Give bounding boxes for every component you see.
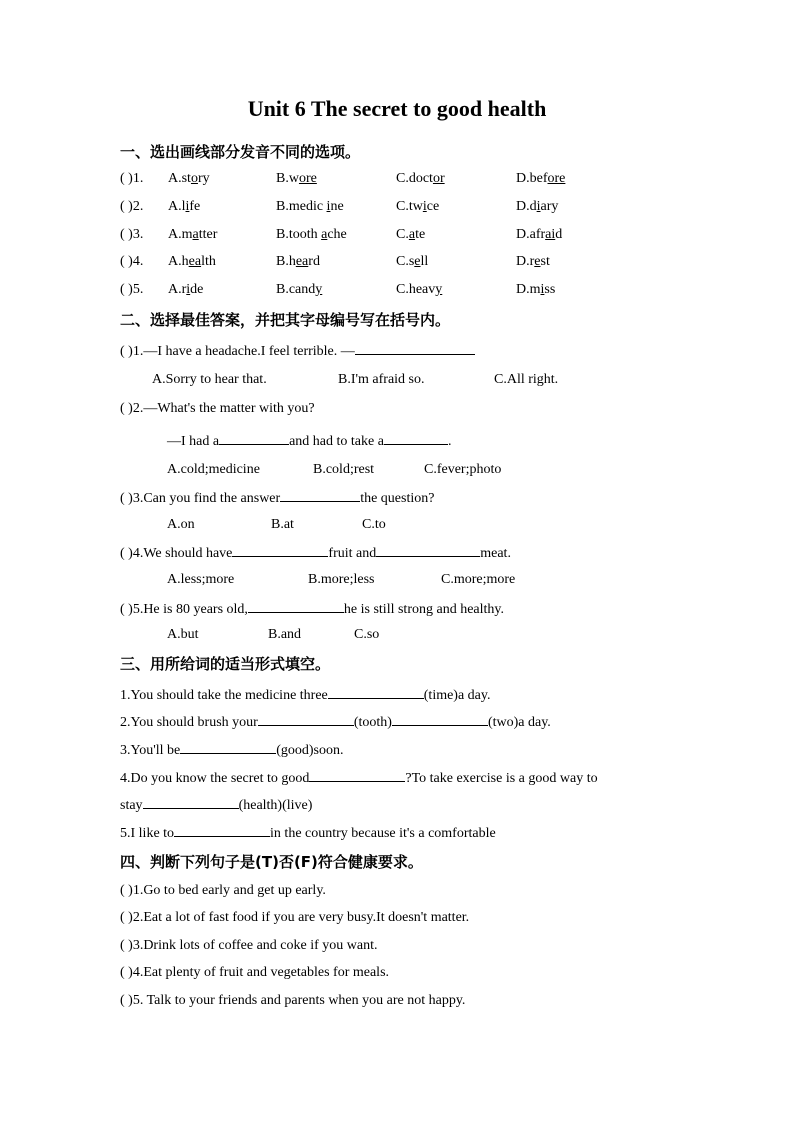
underlined-letters: e [534,254,541,269]
s4-item2: ( )2.Eat a lot of fast food if you are very busy.It doesn't matter. [120,910,470,925]
option-text: C.heav [396,282,436,297]
s2-q1-opt-b: B.I'm afraid so. [338,372,425,387]
option-text: de [190,282,204,297]
s3-item5: 5.I like to in the country because it's a comfortable [120,823,496,843]
option-text: rd [308,254,320,269]
answer-blank[interactable] [309,768,405,782]
option-text: ll [420,254,429,269]
underlined-letters: or [432,171,445,186]
option-text: B.tooth [276,227,322,242]
s2-q3: ( )3.Can you find the answer the question? [120,488,434,508]
option-text: A.st [168,171,191,186]
s2-q4-opt-b: B.more;less [308,572,375,587]
q1-number: ( )1. [120,171,144,186]
underlined-letters: y [315,282,323,297]
option-text: A.h [168,254,189,269]
q4-option-c [396,253,428,271]
underlined-letters: e [414,254,421,269]
q2-number: ( )2. [120,199,144,214]
option-text: C.tw [396,199,423,214]
s3-item2: 2.You should brush your (tooth) (two)a day. [120,712,551,732]
option-text: A.l [168,199,186,214]
s2-q4-opt-c: C.more;more [441,572,516,587]
q5-number: ( )5. [120,282,144,297]
q1-option-a [168,170,210,188]
s4-item1: ( )1.Go to bed early and get up early. [120,883,326,898]
option-text: ss [544,282,556,297]
option-text: fe [189,199,201,214]
q4-number: ( )4. [120,254,144,269]
underlined-letters: a [192,227,199,242]
q3-option-a [168,226,217,244]
s3-item3: 3.You'll be (good)soon. [120,740,344,760]
section3-heading: 三、用所给词的适当形式填空。 [120,655,331,673]
s2-q5-opt-c: C.so [354,627,380,642]
option-text: C.s [396,254,415,269]
option-text: B.h [276,254,296,269]
answer-blank[interactable] [258,712,354,726]
section1-heading: 一、选出画线部分发音不同的选项。 [120,143,361,161]
option-text: D.d [516,199,537,214]
q4-option-b [276,253,320,271]
s2-q4: ( )4.We should have fruit and meat. [120,543,511,563]
option-text: C.doct [396,171,433,186]
q3-option-b [276,226,347,244]
answer-blank[interactable] [143,795,239,809]
s2-q1-opt-c: C.All right. [494,372,559,387]
option-text: tter [198,227,218,242]
q3-option-d [516,226,562,244]
q5-option-b [276,281,322,299]
underlined-letters: i [422,199,427,214]
option-text: D.afr [516,227,546,242]
s2-q1-opt-a: A.Sorry to hear that. [152,372,267,387]
option-text: B.medic [276,199,327,214]
s2-q5: ( )5.He is 80 years old, he is still strong and healthy. [120,599,504,619]
q2-option-a [168,198,200,216]
answer-blank[interactable] [219,431,289,445]
option-text: B.w [276,171,299,186]
answer-blank[interactable] [180,740,276,754]
option-text: lth [201,254,216,269]
option-text: ry [197,171,210,186]
option-text: D.r [516,254,535,269]
option-text: D.bef [516,171,548,186]
underlined-letters: i [540,282,545,297]
q4-option-a [168,253,216,271]
s2-q4-opt-a: A.less;more [167,572,235,587]
s2-q2-opt-c: C.fever;photo [424,462,502,477]
underlined-letters: i [326,199,331,214]
answer-blank[interactable] [174,823,270,837]
option-text: A.m [168,227,193,242]
q3-option-c [396,226,425,244]
page-title: Unit 6 The secret to good health [247,96,547,121]
underlined-letters: y [435,282,443,297]
q2-option-d [516,198,558,216]
q2-option-c [396,198,439,216]
s3-item4-cont: stay (health)(live) [120,795,312,815]
option-text: B.cand [276,282,316,297]
q5-option-c [396,281,442,299]
option-text: D.m [516,282,541,297]
s2-q3-opt-c: C.to [362,517,386,532]
option-text: st [540,254,550,269]
underlined-letters: i [185,199,190,214]
underlined-letters: o [190,171,198,186]
underlined-letters: i [536,199,541,214]
option-text: che [327,227,347,242]
underlined-letters: a [408,227,416,242]
q5-option-a [168,281,203,299]
answer-blank[interactable] [384,431,448,445]
s4-item4: ( )4.Eat plenty of fruit and vegetables for meals. [120,965,390,980]
s3-item1: 1.You should take the medicine three (time)a day. [120,685,491,705]
s2-q3-opt-a: A.on [167,517,195,532]
s2-q2: ( )2.—What's the matter with you? [120,401,315,416]
answer-blank[interactable] [248,599,344,613]
answer-blank[interactable] [280,488,360,502]
section2-heading: 二、选择最佳答案，并把其字母编号写在括号内。 [120,311,451,329]
q1-option-b [276,170,317,188]
option-text: A.r [168,282,187,297]
s2-q5-opt-a: A.but [167,627,199,642]
q1-option-c [396,170,445,188]
underlined-letters: ea [295,254,309,269]
answer-blank[interactable] [392,712,488,726]
s2-q1: ( )1.—I have a headache.I feel terrible. — [120,341,475,361]
option-text: ary [540,199,559,214]
q5-option-d [516,281,555,299]
q2-option-b [276,198,344,216]
s2-q2-line2: —I had a and had to take a . [167,431,451,451]
underlined-letters: ore [547,171,566,186]
answer-blank[interactable] [232,543,328,557]
underlined-letters: a [321,227,328,242]
option-text: te [415,227,426,242]
s4-item5: ( )5. Talk to your friends and parents when you are not happy. [120,993,466,1008]
s2-q3-opt-b: B.at [271,517,294,532]
s2-q2-opt-a: A.cold;medicine [167,462,260,477]
underlined-letters: ore [298,171,317,186]
q1-option-d [516,170,565,188]
s3-item4: 4.Do you know the secret to good ?To take exercise is a good way to [120,768,598,788]
q3-number: ( )3. [120,227,144,242]
underlined-letters: ai [545,227,556,242]
option-text: ce [426,199,440,214]
s2-q2-opt-b: B.cold;rest [313,462,375,477]
answer-blank[interactable] [376,543,480,557]
underlined-letters: ea [188,254,202,269]
answer-blank[interactable] [355,341,475,355]
section4-heading: 四、判断下列句子是(T)否(F)符合健康要求。 [120,853,423,871]
underlined-letters: i [186,282,191,297]
s2-q5-opt-b: B.and [268,627,302,642]
answer-blank[interactable] [328,685,424,699]
option-text: ne [330,199,344,214]
q4-option-d [516,253,550,271]
option-text: C. [396,227,409,242]
s4-item3: ( )3.Drink lots of coffee and coke if you want. [120,938,378,953]
option-text: d [555,227,563,242]
